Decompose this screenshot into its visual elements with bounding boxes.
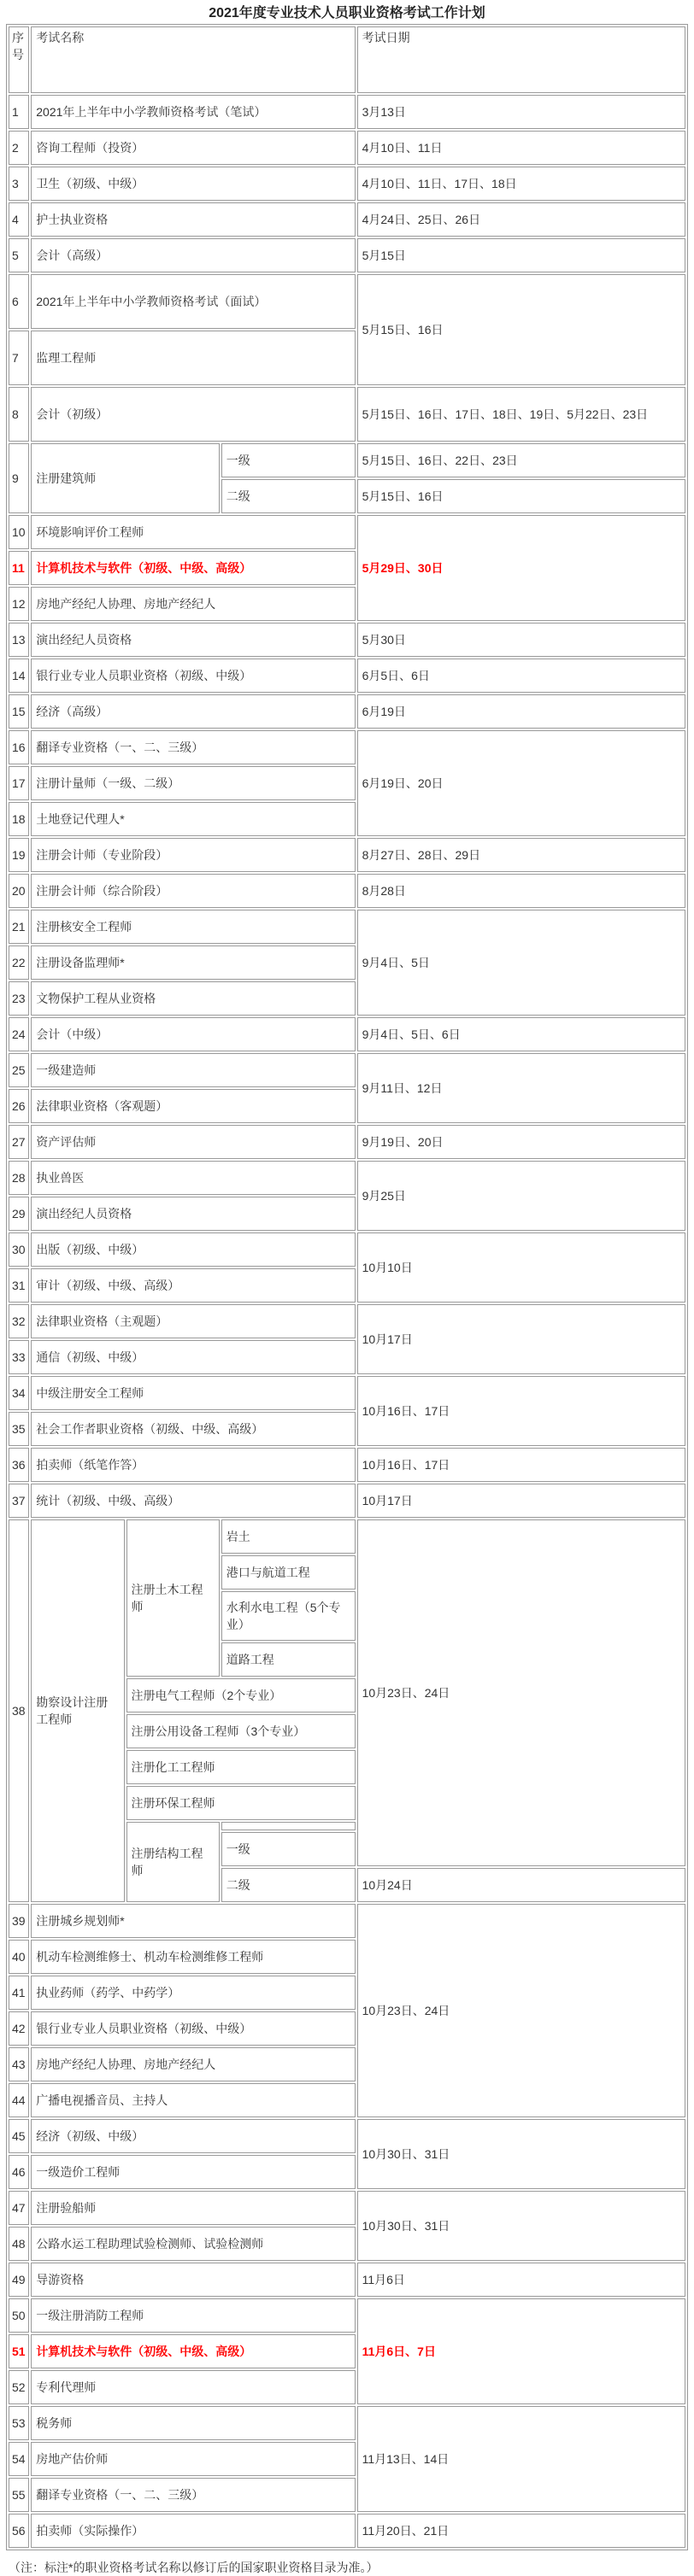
exam-sub-group: 注册电气工程师（2个专业）	[126, 1678, 356, 1712]
exam-date: 10月10日	[357, 1232, 685, 1303]
table-row	[9, 202, 685, 237]
row-no: 36	[9, 1448, 29, 1482]
exam-name: 咨询工程师（投资）	[31, 131, 355, 165]
table-row	[9, 274, 685, 329]
exam-name: 勘察设计注册工程师	[31, 1519, 124, 1902]
table-row	[9, 167, 685, 201]
exam-date: 10月30日、31日	[357, 2191, 685, 2261]
exam-date: 9月4日、5日	[357, 910, 685, 1016]
exam-name: 会计（中级）	[31, 1017, 355, 1051]
row-no: 12	[9, 587, 29, 621]
row-no: 16	[9, 730, 29, 764]
exam-name: 注册设备监理师*	[31, 946, 355, 980]
exam-date: 9月11日、12日	[357, 1053, 685, 1123]
row-no: 30	[9, 1232, 29, 1267]
exam-name: 翻译专业资格（一、二、三级）	[31, 2478, 355, 2512]
table-row	[9, 1053, 685, 1087]
row-no: 51	[9, 2334, 29, 2368]
row-no: 42	[9, 2011, 29, 2046]
exam-name: 统计（初级、中级、高级）	[31, 1484, 355, 1518]
exam-name: 翻译专业资格（一、二、三级）	[31, 730, 355, 764]
exam-date-highlight: 5月29日、30日	[357, 515, 685, 621]
row-no: 22	[9, 946, 29, 980]
exam-name: 计算机技术与软件（初级、中级、高级）	[31, 551, 355, 585]
exam-name: 房地产经纪人协理、房地产经纪人	[31, 587, 355, 621]
row-no: 13	[9, 623, 29, 657]
exam-name: 注册城乡规划师*	[31, 1904, 355, 1938]
exam-name: 拍卖师（实际操作）	[31, 2514, 355, 2548]
exam-sub-group: 注册环保工程师	[126, 1786, 356, 1820]
exam-name: 拍卖师（纸笔作答）	[31, 1448, 355, 1482]
exam-sub-group: 注册结构工程师	[126, 1822, 220, 1902]
exam-name: 税务师	[31, 2406, 355, 2440]
exam-name: 注册验船师	[31, 2191, 355, 2225]
table-header-row	[9, 26, 685, 93]
exam-date: 4月24日、25日、26日	[357, 202, 685, 237]
exam-name: 机动车检测维修士、机动车检测维修工程师	[31, 1940, 355, 1974]
exam-name: 法律职业资格（客观题）	[31, 1089, 355, 1123]
row-no: 31	[9, 1268, 29, 1303]
row-no: 4	[9, 202, 29, 237]
table-row	[9, 95, 685, 129]
exam-name: 社会工作者职业资格（初级、中级、高级）	[31, 1412, 355, 1446]
exam-date: 4月10日、11日	[357, 131, 685, 165]
row-no: 33	[9, 1340, 29, 1374]
exam-date: 5月15日、16日、17日、18日、19日、5月22日、23日	[357, 387, 685, 442]
exam-date: 11月6日	[357, 2263, 685, 2297]
exam-date: 6月5日、6日	[357, 659, 685, 693]
exam-name: 法律职业资格（主观题）	[31, 1304, 355, 1338]
exam-date: 11月13日、14日	[357, 2406, 685, 2512]
exam-date: 6月19日、20日	[357, 730, 685, 836]
page-title: 2021年度专业技术人员职业资格考试工作计划	[209, 6, 485, 20]
row-no: 43	[9, 2047, 29, 2081]
exam-name: 一级注册消防工程师	[31, 2298, 355, 2333]
exam-sub-name: 一级	[221, 443, 356, 477]
header-date: 考试日期	[357, 26, 685, 93]
exam-date: 10月23日、24日	[357, 1904, 685, 2117]
exam-name: 2021年上半年中小学教师资格考试（面试）	[31, 274, 355, 329]
exam-date: 10月16日、17日	[357, 1376, 685, 1446]
exam-date: 9月19日、20日	[357, 1125, 685, 1159]
row-no: 46	[9, 2155, 29, 2189]
exam-schedule-table	[6, 24, 688, 2550]
table-row	[9, 1304, 685, 1338]
row-no: 14	[9, 659, 29, 693]
table-row	[9, 387, 685, 442]
row-no: 35	[9, 1412, 29, 1446]
exam-date: 10月24日	[357, 1868, 685, 1902]
row-no: 6	[9, 274, 29, 329]
exam-date: 10月30日、31日	[357, 2119, 685, 2189]
table-row	[9, 1519, 685, 1554]
exam-name: 资产评估师	[31, 1125, 355, 1159]
row-no: 24	[9, 1017, 29, 1051]
row-no: 18	[9, 802, 29, 836]
exam-date: 11月20日、21日	[357, 2514, 685, 2548]
header-name: 考试名称	[31, 26, 355, 93]
exam-name: 2021年上半年中小学教师资格考试（笔试）	[31, 95, 355, 129]
row-no: 8	[9, 387, 29, 442]
exam-date: 10月17日	[357, 1304, 685, 1374]
exam-name: 注册核安全工程师	[31, 910, 355, 944]
exam-name: 房地产估价师	[31, 2442, 355, 2476]
exam-name: 注册计量师（一级、二级）	[31, 766, 355, 800]
row-no: 52	[9, 2370, 29, 2404]
exam-name: 审计（初级、中级、高级）	[31, 1268, 355, 1303]
row-no: 47	[9, 2191, 29, 2225]
exam-name: 注册建筑师	[31, 443, 220, 513]
table-row	[9, 1448, 685, 1482]
exam-sub-name: 岩土	[221, 1519, 356, 1554]
exam-sub-name: 二级	[221, 479, 356, 513]
table-row	[9, 2406, 685, 2440]
table-row	[9, 874, 685, 908]
row-no: 29	[9, 1197, 29, 1231]
table-row	[9, 2191, 685, 2225]
row-no: 32	[9, 1304, 29, 1338]
row-no: 41	[9, 1976, 29, 2010]
row-no: 48	[9, 2227, 29, 2261]
row-no: 20	[9, 874, 29, 908]
exam-name: 通信（初级、中级）	[31, 1340, 355, 1374]
exam-date: 8月28日	[357, 874, 685, 908]
exam-name: 广播电视播音员、主持人	[31, 2083, 355, 2117]
exam-name: 经济（初级、中级）	[31, 2119, 355, 2153]
exam-date: 5月15日、16日	[357, 274, 685, 385]
row-no: 45	[9, 2119, 29, 2153]
exam-name: 一级建造师	[31, 1053, 355, 1087]
table-row	[9, 2263, 685, 2297]
row-no: 54	[9, 2442, 29, 2476]
table-row	[9, 238, 685, 272]
exam-name: 演出经纪人员资格	[31, 623, 355, 657]
row-no: 21	[9, 910, 29, 944]
exam-date: 10月16日、17日	[357, 1448, 685, 1482]
exam-name: 一级造价工程师	[31, 2155, 355, 2189]
row-no: 34	[9, 1376, 29, 1410]
row-no: 26	[9, 1089, 29, 1123]
row-no: 40	[9, 1940, 29, 1974]
exam-name: 土地登记代理人*	[31, 802, 355, 836]
exam-date: 5月30日	[357, 623, 685, 657]
row-no: 19	[9, 838, 29, 872]
exam-name: 执业兽医	[31, 1161, 355, 1195]
exam-date: 10月23日、24日	[357, 1519, 685, 1866]
exam-sub-group: 注册土木工程师	[126, 1519, 220, 1677]
exam-name: 出版（初级、中级）	[31, 1232, 355, 1267]
row-no: 1	[9, 95, 29, 129]
exam-name: 执业药师（药学、中药学）	[31, 1976, 355, 2010]
row-no: 38	[9, 1519, 29, 1902]
exam-name: 会计（高级）	[31, 238, 355, 272]
row-no: 10	[9, 515, 29, 549]
row-no: 27	[9, 1125, 29, 1159]
exam-date-highlight: 11月6日、7日	[357, 2298, 685, 2404]
exam-date: 9月4日、5日、6日	[357, 1017, 685, 1051]
table-row	[9, 730, 685, 764]
row-no: 15	[9, 694, 29, 729]
exam-name: 注册会计师（综合阶段）	[31, 874, 355, 908]
exam-name: 文物保护工程从业资格	[31, 981, 355, 1016]
exam-sub-name: 二级	[221, 1868, 356, 1902]
row-no: 5	[9, 238, 29, 272]
footnote: （注：标注*的职业资格考试名称以修订后的国家职业资格目录为准。）	[9, 2561, 379, 2574]
exam-sub-name: 一级	[221, 1832, 356, 1866]
table-row	[9, 1376, 685, 1410]
exam-date: 10月17日	[357, 1484, 685, 1518]
row-no: 39	[9, 1904, 29, 1938]
table-row	[9, 2298, 685, 2333]
table-row	[9, 1232, 685, 1267]
table-row	[9, 1484, 685, 1518]
exam-name: 中级注册安全工程师	[31, 1376, 355, 1410]
exam-name: 护士执业资格	[31, 202, 355, 237]
exam-name: 注册会计师（专业阶段）	[31, 838, 355, 872]
exam-name: 监理工程师	[31, 331, 355, 385]
row-no: 17	[9, 766, 29, 800]
exam-name: 银行业专业人员职业资格（初级、中级）	[31, 659, 355, 693]
table-row	[9, 2514, 685, 2548]
table-row	[9, 443, 685, 477]
exam-sub-name: 港口与航道工程	[221, 1555, 356, 1590]
row-no: 44	[9, 2083, 29, 2117]
row-no: 23	[9, 981, 29, 1016]
table-row	[9, 1125, 685, 1159]
exam-date: 3月13日	[357, 95, 685, 129]
row-no: 2	[9, 131, 29, 165]
row-no: 53	[9, 2406, 29, 2440]
row-no: 25	[9, 1053, 29, 1087]
row-no: 49	[9, 2263, 29, 2297]
exam-date: 5月15日、16日	[357, 479, 685, 513]
exam-sub-group: 注册化工工程师	[126, 1750, 356, 1784]
row-no: 55	[9, 2478, 29, 2512]
row-no: 3	[9, 167, 29, 201]
exam-name: 会计（初级）	[31, 387, 355, 442]
table-row	[9, 910, 685, 944]
table-row	[9, 2119, 685, 2153]
table-row	[9, 1017, 685, 1051]
exam-name: 环境影响评价工程师	[31, 515, 355, 549]
table-row	[9, 1904, 685, 1938]
exam-name: 演出经纪人员资格	[31, 1197, 355, 1231]
exam-name: 计算机技术与软件（初级、中级、高级）	[31, 2334, 355, 2368]
table-row	[9, 623, 685, 657]
exam-date: 8月27日、28日、29日	[357, 838, 685, 872]
table-row	[9, 694, 685, 729]
row-no: 11	[9, 551, 29, 585]
exam-name: 导游资格	[31, 2263, 355, 2297]
row-no: 50	[9, 2298, 29, 2333]
exam-sub-group: 注册公用设备工程师（3个专业）	[126, 1714, 356, 1748]
exam-date: 4月10日、11日、17日、18日	[357, 167, 685, 201]
exam-date: 5月15日、16日、22日、23日	[357, 443, 685, 477]
table-row	[9, 131, 685, 165]
row-no: 9	[9, 443, 29, 513]
exam-date: 9月25日	[357, 1161, 685, 1231]
exam-sub-name: 水利水电工程（5个专业）	[221, 1591, 356, 1641]
table-row	[9, 659, 685, 693]
row-no: 56	[9, 2514, 29, 2548]
exam-name: 银行业专业人员职业资格（初级、中级）	[31, 2011, 355, 2046]
exam-name: 经济（高级）	[31, 694, 355, 729]
header-no: 序号	[9, 26, 29, 93]
table-row	[9, 838, 685, 872]
exam-name: 专利代理师	[31, 2370, 355, 2404]
exam-sub-name: 道路工程	[221, 1642, 356, 1677]
exam-name: 公路水运工程助理试验检测师、试验检测师	[31, 2227, 355, 2261]
row-no: 7	[9, 331, 29, 385]
table-row	[9, 1161, 685, 1195]
row-no: 28	[9, 1161, 29, 1195]
exam-sub-spacer	[221, 1822, 356, 1830]
exam-date: 6月19日	[357, 694, 685, 729]
exam-name: 卫生（初级、中级）	[31, 167, 355, 201]
table-row	[9, 515, 685, 549]
exam-date: 5月15日	[357, 238, 685, 272]
exam-name: 房地产经纪人协理、房地产经纪人	[31, 2047, 355, 2081]
row-no: 37	[9, 1484, 29, 1518]
